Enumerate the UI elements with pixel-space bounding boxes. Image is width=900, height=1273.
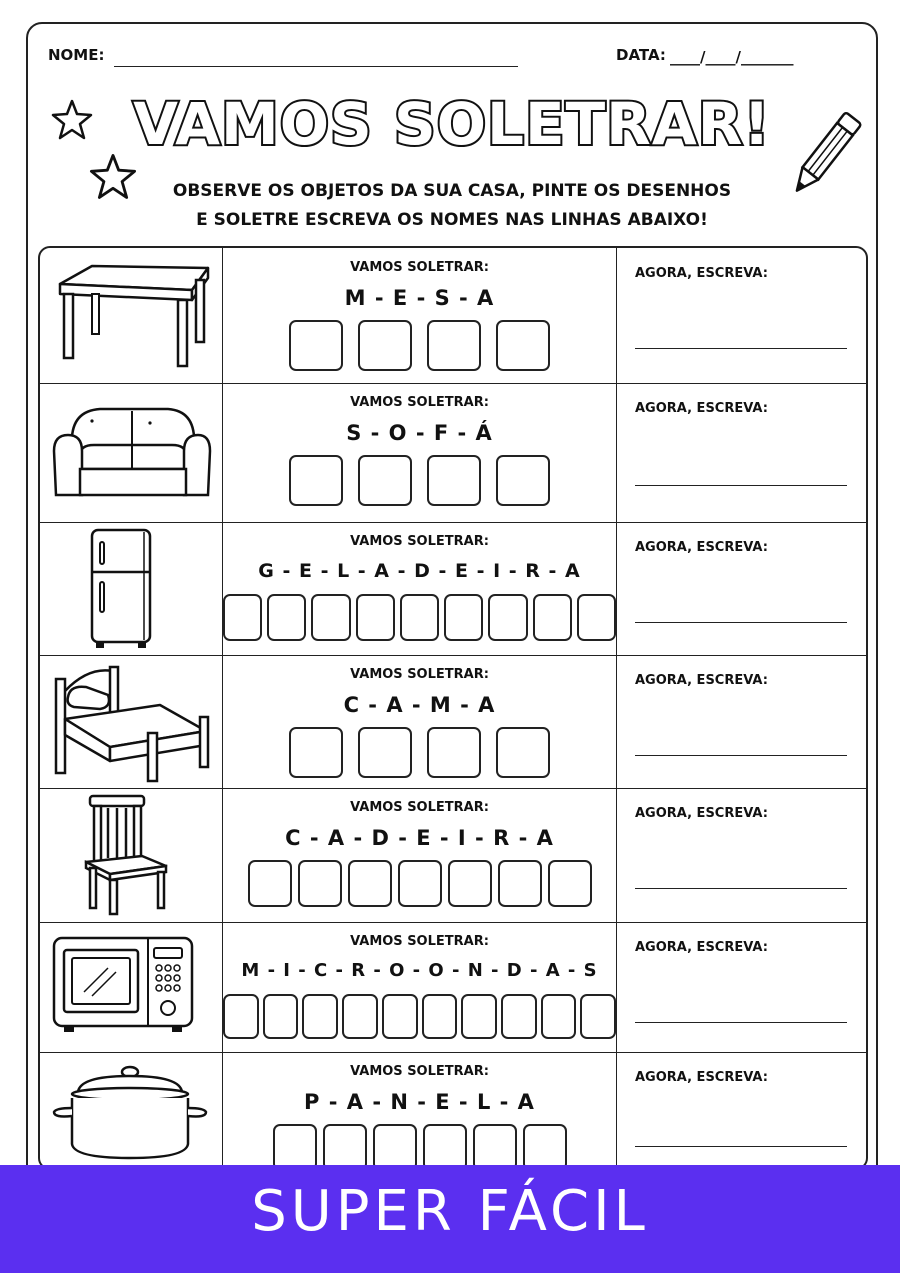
letter-box[interactable] — [289, 320, 343, 371]
letter-box[interactable] — [373, 1124, 417, 1170]
spelled-word: C - A - M - A — [343, 693, 496, 717]
letter-box[interactable] — [223, 994, 259, 1039]
letter-box[interactable] — [289, 455, 343, 506]
exercise-row — [40, 788, 866, 923]
letter-box[interactable] — [398, 860, 442, 907]
write-cell — [617, 522, 866, 655]
letter-boxes — [223, 455, 616, 506]
write-label: AGORA, ESCREVA: — [635, 940, 768, 955]
letter-box[interactable] — [311, 594, 350, 641]
letter-box[interactable] — [248, 860, 292, 907]
image-cell — [40, 383, 223, 522]
letter-box[interactable] — [496, 455, 550, 506]
letter-box[interactable] — [323, 1124, 367, 1170]
letter-boxes — [223, 727, 616, 778]
image-cell — [40, 788, 223, 922]
letter-box[interactable] — [577, 594, 616, 641]
letter-box[interactable] — [427, 455, 481, 506]
spell-label: VAMOS SOLETRAR: — [350, 260, 489, 275]
spell-cell — [223, 655, 617, 788]
write-cell — [617, 655, 866, 788]
write-line[interactable] — [635, 485, 847, 486]
spelled-word: M - E - S - A — [344, 286, 495, 310]
microwave-icon — [50, 934, 212, 1038]
letter-box[interactable] — [342, 994, 378, 1039]
letter-boxes — [223, 594, 616, 641]
letter-box[interactable] — [223, 594, 262, 641]
letter-box[interactable] — [263, 994, 299, 1039]
letter-box[interactable] — [580, 994, 616, 1039]
spelled-word: S - O - F - Á — [346, 421, 493, 445]
spelled-word: G - E - L - A - D - E - I - R - A — [258, 560, 581, 582]
image-cell — [40, 655, 223, 788]
write-line[interactable] — [635, 1146, 847, 1147]
image-cell — [40, 522, 223, 655]
letter-boxes — [223, 994, 616, 1039]
image-cell — [40, 248, 223, 383]
write-label: AGORA, ESCREVA: — [635, 401, 768, 416]
letter-box[interactable] — [302, 994, 338, 1039]
spell-cell — [223, 248, 617, 383]
instructions-line-2: E SOLETRE ESCREVA OS NOMES NAS LINHAS ABAIXO! — [196, 210, 708, 230]
write-label: AGORA, ESCREVA: — [635, 1070, 768, 1085]
date-label: DATA: — [616, 46, 666, 64]
letter-box[interactable] — [400, 594, 439, 641]
spell-label: VAMOS SOLETRAR: — [350, 395, 489, 410]
exercise-row — [40, 1052, 866, 1168]
spell-cell — [223, 1052, 617, 1168]
letter-box[interactable] — [356, 594, 395, 641]
write-cell — [617, 383, 866, 522]
letter-box[interactable] — [444, 594, 483, 641]
letter-box[interactable] — [548, 860, 592, 907]
letter-box[interactable] — [358, 320, 412, 371]
date-blank[interactable]: ____/____/_______ — [670, 48, 794, 66]
letter-box[interactable] — [473, 1124, 517, 1170]
letter-box[interactable] — [358, 727, 412, 778]
name-label: NOME: — [48, 46, 105, 64]
spelled-word: M - I - C - R - O - O - N - D - A - S — [241, 960, 598, 981]
exercise-row — [40, 248, 866, 384]
write-line[interactable] — [635, 888, 847, 889]
spell-label: VAMOS SOLETRAR: — [350, 1064, 489, 1079]
letter-box[interactable] — [496, 320, 550, 371]
exercise-table — [38, 246, 868, 1170]
letter-box[interactable] — [448, 860, 492, 907]
bed-icon — [50, 661, 212, 785]
letter-box[interactable] — [427, 320, 481, 371]
letter-box[interactable] — [488, 594, 527, 641]
instructions — [28, 177, 876, 235]
write-line[interactable] — [635, 622, 847, 623]
letter-box[interactable] — [541, 994, 577, 1039]
letter-box[interactable] — [298, 860, 342, 907]
write-cell — [617, 1052, 866, 1168]
write-cell — [617, 922, 866, 1052]
letter-box[interactable] — [358, 455, 412, 506]
letter-box[interactable] — [496, 727, 550, 778]
exercise-row — [40, 655, 866, 789]
letter-box[interactable] — [289, 727, 343, 778]
exercise-row — [40, 922, 866, 1053]
write-label: AGORA, ESCREVA: — [635, 673, 768, 688]
pot-icon — [50, 1058, 212, 1162]
letter-boxes — [223, 320, 616, 371]
spell-label: VAMOS SOLETRAR: — [350, 800, 489, 815]
write-label: AGORA, ESCREVA: — [635, 266, 768, 281]
write-label: AGORA, ESCREVA: — [635, 540, 768, 555]
exercise-row — [40, 522, 866, 656]
chair-icon — [70, 792, 232, 918]
letter-box[interactable] — [382, 994, 418, 1039]
exercise-row — [40, 383, 866, 523]
letter-box[interactable] — [267, 594, 306, 641]
worksheet — [26, 22, 878, 1186]
name-line[interactable] — [114, 66, 518, 67]
page-title: VAMOS SOLETRAR! — [133, 90, 771, 158]
image-cell — [40, 1052, 223, 1168]
letter-box[interactable] — [427, 727, 481, 778]
spelled-word: P - A - N - E - L - A — [304, 1090, 535, 1114]
spell-cell — [223, 922, 617, 1052]
write-label: AGORA, ESCREVA: — [635, 806, 768, 821]
letter-box[interactable] — [498, 860, 542, 907]
letter-box[interactable] — [423, 1124, 467, 1170]
write-cell — [617, 248, 866, 383]
table-icon — [50, 254, 212, 374]
spell-cell — [223, 383, 617, 522]
spelled-word: C - A - D - E - I - R - A — [285, 826, 554, 850]
spell-label: VAMOS SOLETRAR: — [350, 534, 489, 549]
write-cell — [617, 788, 866, 922]
letter-boxes — [223, 860, 616, 907]
letter-box[interactable] — [422, 994, 458, 1039]
letter-box[interactable] — [461, 994, 497, 1039]
letter-box[interactable] — [533, 594, 572, 641]
instructions-line-1: OBSERVE OS OBJETOS DA SUA CASA, PINTE OS DESENHOS — [172, 181, 732, 201]
letter-box[interactable] — [523, 1124, 567, 1170]
fridge-icon — [80, 528, 242, 650]
letter-box[interactable] — [501, 994, 537, 1039]
sofa-icon — [50, 397, 212, 507]
write-line[interactable] — [635, 1022, 847, 1023]
write-line[interactable] — [635, 755, 847, 756]
image-cell — [40, 922, 223, 1052]
letter-box[interactable] — [273, 1124, 317, 1170]
letter-box[interactable] — [348, 860, 392, 907]
spell-label: VAMOS SOLETRAR: — [350, 934, 489, 949]
letter-boxes — [223, 1124, 616, 1170]
spell-cell — [223, 522, 617, 655]
promo-banner — [0, 1165, 900, 1273]
spell-cell — [223, 788, 617, 922]
write-line[interactable] — [635, 348, 847, 349]
spell-label: VAMOS SOLETRAR: — [350, 667, 489, 682]
banner-text: SUPER FÁCIL — [251, 1179, 649, 1244]
